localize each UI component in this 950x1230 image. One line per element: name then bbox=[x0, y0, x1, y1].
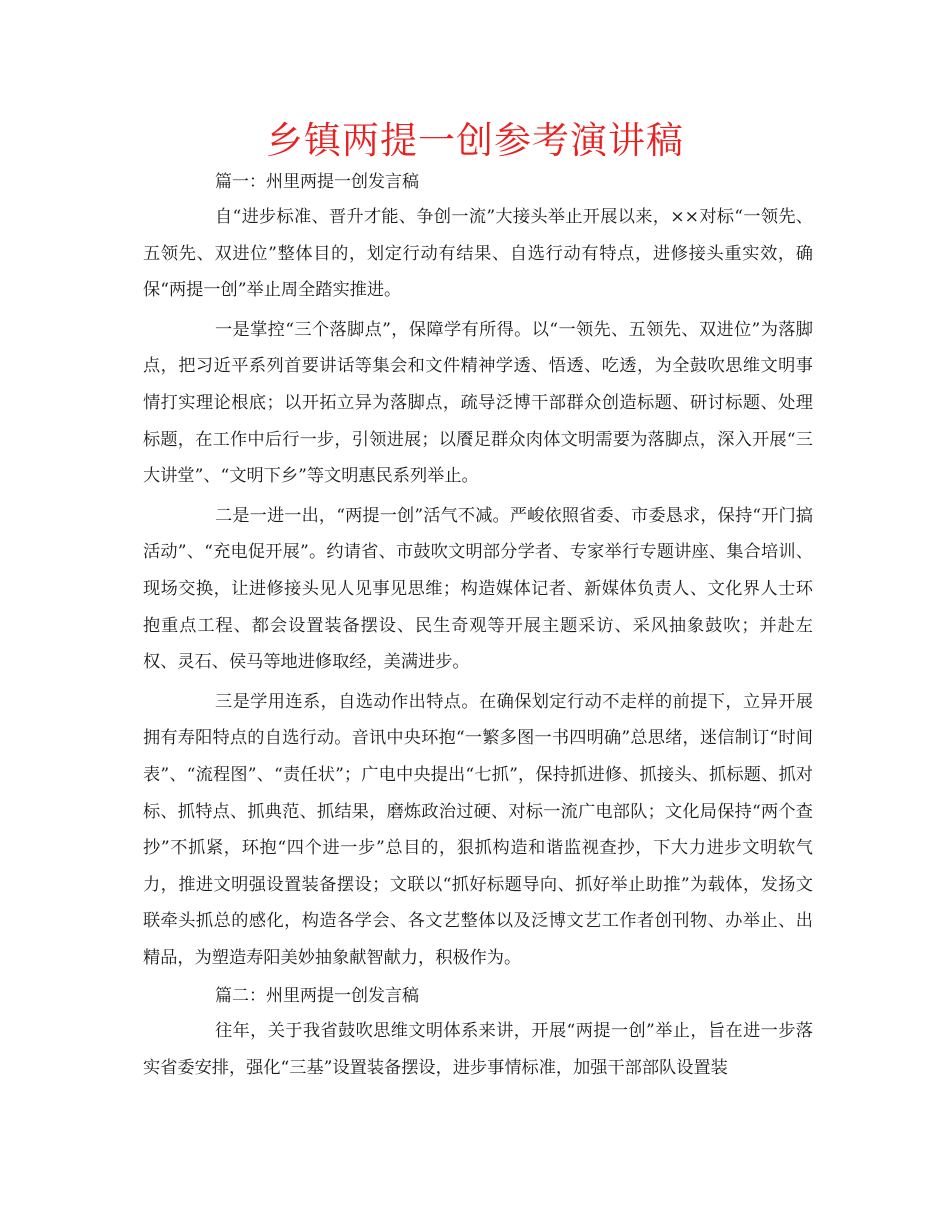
section-1-heading: 篇一：州里两提一创发言稿 bbox=[215, 172, 419, 192]
section-1-paragraph-1: 自“进步标准、晋升才能、争创一流”大接头举止开展以来，××对标“一领先、五领先、双进位”整体目的，划定行动有结果、自选行动有特点，进修接头重实效，确保“两提一创”举止周全踏实推进。 bbox=[143, 207, 813, 301]
section-2-paragraph-1: 往年，关于我省鼓吹思维文明体系来讲，开展“两提一创”举止，旨在进一步落实省委安排，强化“三基”设置装备摆设，进步事情标准，加强干部部队设置装 bbox=[143, 1021, 813, 1079]
document-body bbox=[143, 165, 813, 1087]
section-1-paragraph-4: 三是学用连系，自选动作出特点。在确保划定行动不走样的前提下，立异开展拥有寿阳特点的自选行动。音讯中央环抱“一繁多图一书四明确”总思绪，迷信制订“时间表”、“流程图”、“责任状”；广电中央提出“七抓”，保持抓进修、抓接头、抓标题、抓对标、抓特点、抓典范、抓结果，磨炼政治过硬、对标一流广电部队；文化局保持“两个查抄”不抓紧，环抱“四个进一步”总目的，狠抓构造和谐监视查抄，下大力进步文明软气力，推进文明强设置装备摆设；文联以“抓好标题导向、抓好举止助推”为载体，发扬文联牵头抓总的感化，构造各学会、各文艺整体以及泛博文艺工作者创刊物、办举止、出精品，为塑造寿阳美妙抽象献智献力，积极作为。 bbox=[143, 691, 813, 968]
document-title: 乡镇两提一创参考演讲稿 bbox=[266, 119, 684, 162]
section-1-paragraph-3: 二是一进一出，“两提一创”活气不减。严峻依照省委、市委恳求，保持“开门搞活动”、“充电促开展”。约请省、市鼓吹文明部分学者、专家举行专题讲座、集合培训、现场交换，让进修接头见人见事见思维；构造媒体记者、新媒体负责人、文化界人士环抱重点工程、都会设置装备摆设、民生奇观等开展主题采访、采风抽象鼓吹；并赴左权、灵石、侯马等地进修取经，美满进步。 bbox=[143, 505, 813, 673]
section-1-paragraph-2: 一是掌控“三个落脚点”，保障学有所得。以“一领先、五领先、双进位”为落脚点，把习近平系列首要讲话等集会和文件精神学透、悟透、吃透，为全鼓吹思维文明事情打实理论根底；以开拓立异为落脚点，疏导泛博干部群众创造标题、研讨标题、处理标题，在工作中后行一步，引领进展；以餍足群众肉体文明需要为落脚点，深入开展“三大讲堂”、“文明下乡”等文明惠民系列举止。 bbox=[143, 319, 813, 487]
section-2-heading: 篇二：州里两提一创发言稿 bbox=[215, 986, 419, 1007]
